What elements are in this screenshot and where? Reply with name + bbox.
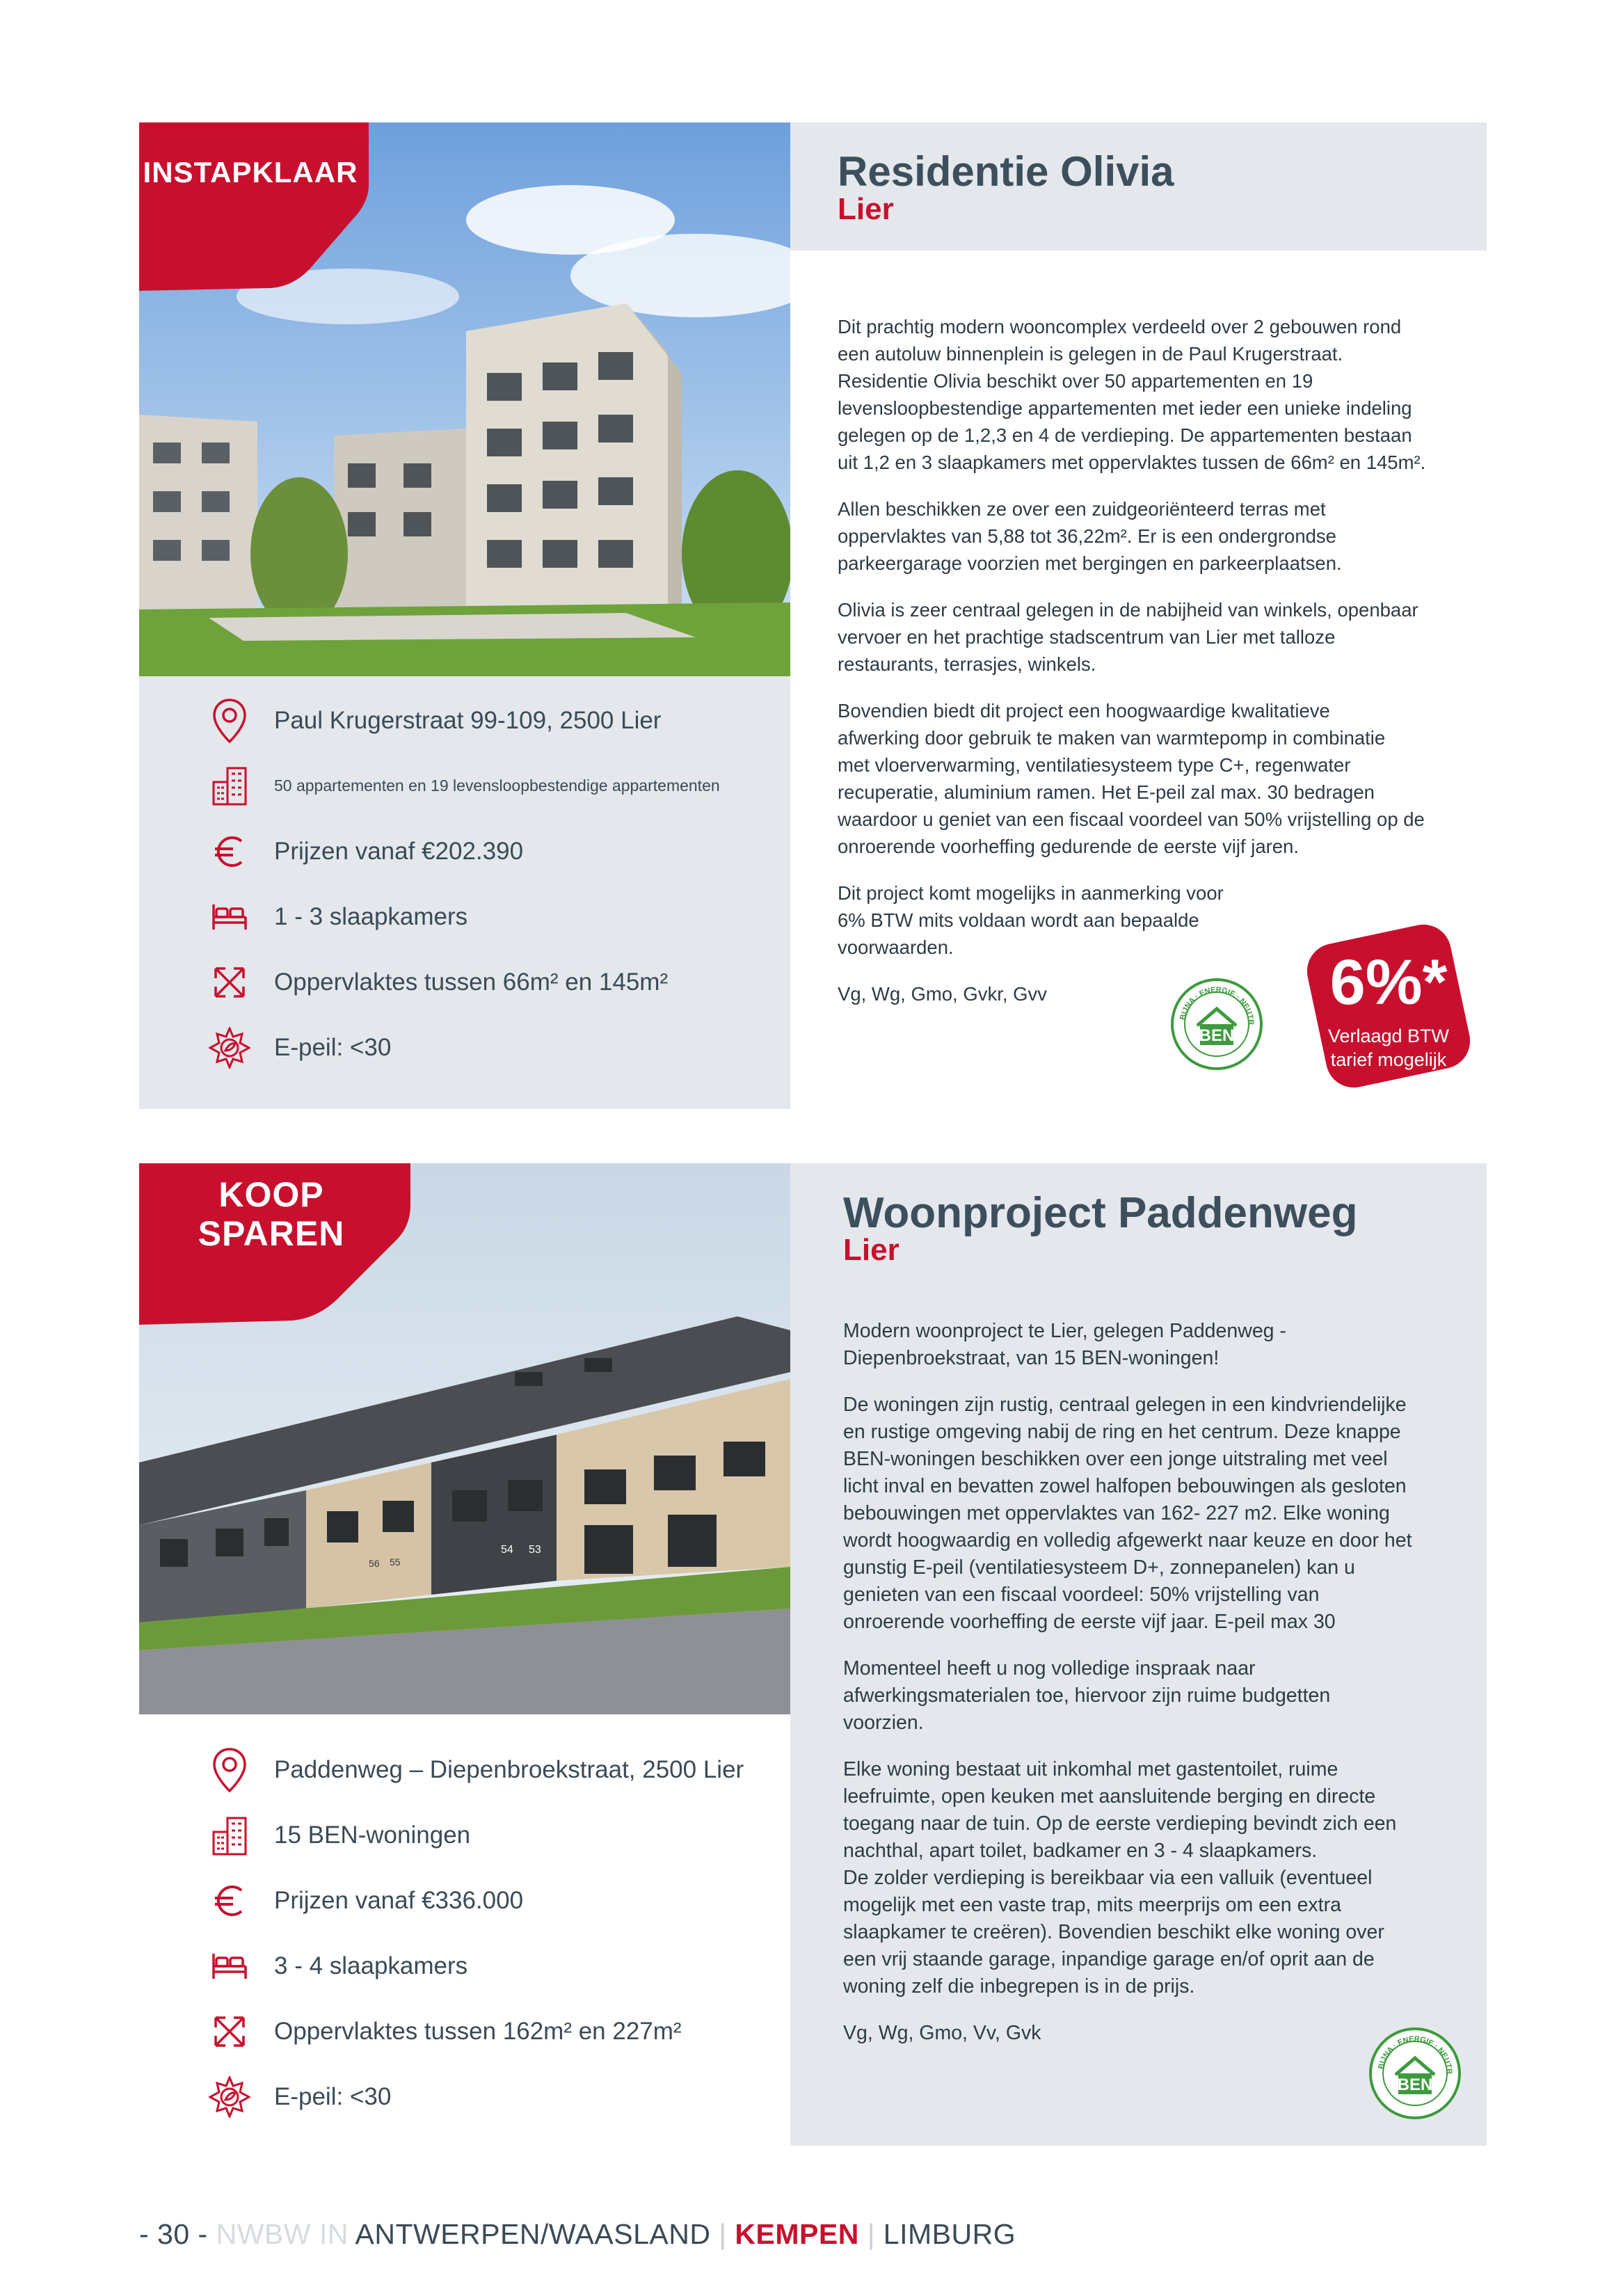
description-column xyxy=(790,122,1487,1109)
description-paragraph: Dit project komt mogelijks in aanmerking voor 6% BTW mits voldaan wordt aan bepaalde voorwaarden. xyxy=(838,882,1224,958)
description-paragraph: Dit prachtig modern wooncomplex verdeeld over 2 gebouwen rond een autoluw binnenplein is gelegen in de Paul Krugerstraat. Residentie Olivia beschikt over 50 appartementen en 19 levensloopbestendige appartementen met ieder een unieke indeling gelegen op de 1,2,3 en 4 de verdieping. De appartementen bestaan uit 1,2 en 3 slaapkamers met oppervlaktes tussen de 66m² en 145m². xyxy=(838,316,1426,473)
fact-area-text: Oppervlaktes tussen 66m² en 145m² xyxy=(274,968,669,996)
building-icon xyxy=(209,1815,250,1856)
footer-region-kempen[interactable]: KEMPEN xyxy=(735,2218,859,2250)
project-title: Residentie Olivia xyxy=(838,148,1174,195)
ribbon-label-line2: SPAREN xyxy=(198,1214,345,1253)
fact-address-text: Paddenweg – Diepenbroekstraat, 2500 Lier xyxy=(274,1756,744,1783)
house-number: 53 xyxy=(529,1544,541,1556)
fact-address xyxy=(209,700,661,742)
fact-units-text: 50 appartementen en 19 levensloopbestendige appartementen xyxy=(274,776,720,795)
fact-units-text: 15 BEN-woningen xyxy=(274,1821,471,1849)
footer-region-limburg[interactable]: LIMBURG xyxy=(883,2218,1016,2250)
house-number: 54 xyxy=(501,1544,513,1556)
btw-big: 6%* xyxy=(1329,947,1448,1018)
ben-text: BEN xyxy=(1397,2075,1433,2094)
description-paragraph: Elke woning bestaat uit inkomhal met gastentoilet, ruime leefruimte, open keuken met aansluitende berging en directe toegang naar de tuin. Op de eerste verdieping bevindt zich een nachthal, apart toilet, badkamer en 3 - 4 slaapkamers. De zolder verdieping is bereikbaar via een valluik (eventueel mogelijk met een vaste trap, mits meerprijs om een extra slaapkamer te creëren). Bovendien beschikt elke woning over een vrij staande garage, inpandige garage en/of oprit aan de woning zelf die inbegrepen is in de prijs. xyxy=(843,1758,1397,1998)
expand-arrows-icon xyxy=(209,2011,250,2052)
fact-bedrooms xyxy=(209,896,467,938)
project-paddenweg xyxy=(139,1163,1487,2146)
sun-leaf-icon xyxy=(209,2076,250,2118)
bed-icon xyxy=(209,896,250,938)
fact-price-text: Prijzen vanaf €202.390 xyxy=(274,838,524,865)
fact-bedrooms-text: 1 - 3 slaapkamers xyxy=(274,903,468,930)
map-pin-icon xyxy=(209,1749,250,1791)
footer-brand: NWBW IN xyxy=(216,2218,349,2250)
fact-epeil xyxy=(209,1027,391,1069)
description-paragraph: Modern woonproject te Lier, gelegen Paddenweg - Diepenbroekstraat, van 15 BEN-woningen! xyxy=(843,1320,1286,1369)
fact-price-text: Prijzen vanaf €336.000 xyxy=(274,1887,524,1914)
footer-region-antwerpen[interactable]: ANTWERPEN/WAASLAND xyxy=(355,2218,711,2250)
description-paragraph: Bovendien biedt dit project een hoogwaardige kwalitatieve afwerking door gebruik te maken van warmtepomp in combinatie met vloerverwarming, ventilatiesysteem type C+, regenwater recuperatie, aluminium ramen. Het E-peil zal max. 30 bedragen waardoor u geniet van een fiscaal voordeel van 50% vrijstelling op de onroerende voorheffing gedurende de eerste vijf jaren. xyxy=(838,700,1425,857)
title-bar xyxy=(790,122,1487,250)
project-city: Lier xyxy=(838,192,894,226)
ribbon-label: INSTAPKLAAR xyxy=(143,156,358,189)
building-icon xyxy=(209,765,250,806)
map-pin-icon xyxy=(209,700,250,742)
description-paragraph: Olivia is zeer centraal gelegen in de nabijheid van winkels, openbaar vervoer en het prachtige stadscentrum van Lier met talloze restaurants, terrasjes, winkels. xyxy=(838,599,1418,675)
project-description xyxy=(843,1318,1469,2066)
btw-badge xyxy=(1277,895,1500,1117)
fact-units xyxy=(209,1815,470,1856)
page-footer xyxy=(139,2218,1016,2251)
fact-epeil xyxy=(209,2076,391,2118)
page-number: - 30 - xyxy=(139,2218,208,2250)
fact-price xyxy=(209,831,523,872)
fact-bedrooms-text: 3 - 4 slaapkamers xyxy=(274,1952,468,1979)
fact-address xyxy=(209,1749,744,1791)
project-olivia xyxy=(139,122,1487,1109)
fact-area xyxy=(209,2011,682,2052)
btw-line2: tarief mogelijk xyxy=(1330,1049,1447,1070)
ben-label-icon xyxy=(1169,977,1264,1071)
description-paragraph: Allen beschikken ze over een zuidgeoriënteerd terras met oppervlaktes van 5,88 tot 36,22m². Er is een ondergrondse parkeergarage voorzien met bergingen en parkeerplaatsen. xyxy=(838,498,1342,574)
description-paragraph: De woningen zijn rustig, centraal gelegen in een kindvriendelijke en rustige omgeving nabij de ring en het centrum. Deze knappe BEN-woningen beschikken over een jonge uitstraling met veel licht inval en bevatten zowel halfopen bebouwingen als gesloten bebouwingen met oppervlaktes van 162- 227 m2. Elke woning wordt hoogwaardig en volledig afgewerkt naar keuze en door het gunstig E-peil (ventilatiesysteem D+, zonnepanelen) kan u genieten van een fiscaal voordeel: 50% vrijstelling van onroerende voorheffing de eerste vijf jaar. E-peil max 30 xyxy=(843,1394,1412,1633)
fact-bedrooms xyxy=(209,1945,467,1987)
footer-separator: | xyxy=(867,2218,875,2250)
house-number: 56 xyxy=(369,1558,380,1569)
euro-icon xyxy=(209,1880,250,1922)
ben-label-icon xyxy=(1368,2026,1462,2121)
ben-ring-text: BIJNA · ENERGIE · NEUTR xyxy=(1377,2034,1454,2075)
ben-text: BEN xyxy=(1199,1026,1235,1045)
project-city: Lier xyxy=(843,1233,900,1267)
fact-address-text: Paul Krugerstraat 99-109, 2500 Lier xyxy=(274,707,662,734)
description-column xyxy=(790,1163,1487,2146)
fact-units xyxy=(209,765,720,806)
bed-icon xyxy=(209,1945,250,1987)
footer-separator: | xyxy=(719,2218,727,2250)
description-paragraph: Momenteel heeft u nog volledige inspraak naar afwerkingsmaterialen toe, hiervoor zijn ruime budgetten voorzien. xyxy=(843,1657,1331,1734)
btw-line1: Verlaagd BTW xyxy=(1327,1026,1450,1046)
ribbon-label-line1: KOOP xyxy=(218,1175,324,1214)
ben-ring-text: BIJNA · ENERGIE · NEUTR xyxy=(1178,985,1256,1026)
fact-area-text: Oppervlaktes tussen 162m² en 227m² xyxy=(274,2018,682,2045)
fact-epeil-text: E-peil: <30 xyxy=(274,1034,392,1061)
project-title: Woonproject Paddenweg xyxy=(843,1189,1358,1237)
sun-leaf-icon xyxy=(209,1027,250,1069)
building-codes: Vg, Wg, Gmo, Vv, Gvk xyxy=(843,2022,1041,2044)
euro-icon xyxy=(209,831,250,872)
fact-area xyxy=(209,962,668,1003)
status-ribbon xyxy=(139,122,369,291)
expand-arrows-icon xyxy=(209,962,250,1003)
building-codes: Vg, Wg, Gmo, Gvkr, Gvv xyxy=(838,983,1048,1005)
fact-epeil-text: E-peil: <30 xyxy=(274,2083,392,2110)
house-number: 55 xyxy=(390,1556,401,1568)
fact-price xyxy=(209,1880,523,1922)
